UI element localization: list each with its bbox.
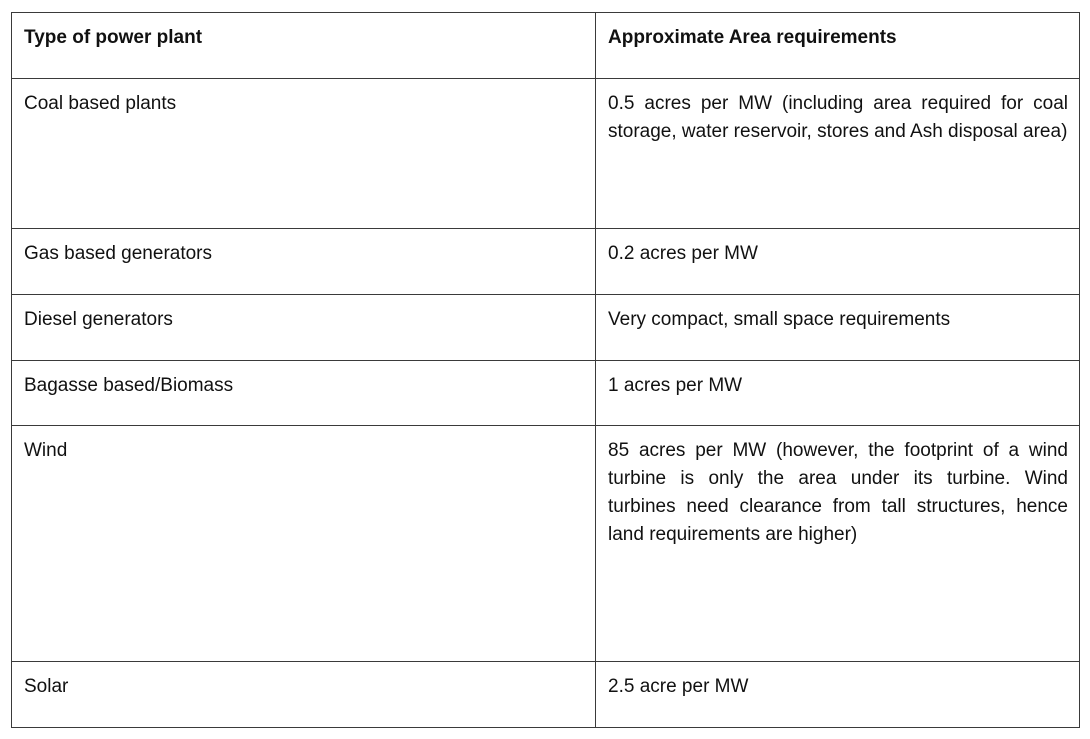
table-row xyxy=(12,79,1080,229)
power-plant-area-table xyxy=(11,12,1080,728)
cell-plant-type: Gas based generators xyxy=(12,229,596,295)
cell-area-requirement: 85 acres per MW (however, the footprint of a wind turbine is only the area under its turbine. Wind turbines need clearance from tall structures, hence land requirements are higher) xyxy=(596,426,1080,662)
table-row xyxy=(12,229,1080,295)
table-row xyxy=(12,361,1080,426)
cell-area-requirement: 2.5 acre per MW xyxy=(596,662,1080,728)
cell-area-requirement: 0.5 acres per MW (including area required for coal storage, water reservoir, stores and Ash disposal area) xyxy=(596,79,1080,229)
cell-plant-type: Bagasse based/Biomass xyxy=(12,361,596,426)
table-row xyxy=(12,662,1080,728)
table-row xyxy=(12,426,1080,662)
cell-plant-type: Coal based plants xyxy=(12,79,596,229)
header-approximate-area: Approximate Area requirements xyxy=(596,13,1080,79)
cell-plant-type: Wind xyxy=(12,426,596,662)
cell-plant-type: Solar xyxy=(12,662,596,728)
header-type-of-power-plant: Type of power plant xyxy=(12,13,596,79)
cell-area-requirement: Very compact, small space requirements xyxy=(596,295,1080,361)
cell-area-requirement: 1 acres per MW xyxy=(596,361,1080,426)
table-row xyxy=(12,295,1080,361)
cell-area-requirement: 0.2 acres per MW xyxy=(596,229,1080,295)
table-header-row xyxy=(12,13,1080,79)
cell-plant-type: Diesel generators xyxy=(12,295,596,361)
